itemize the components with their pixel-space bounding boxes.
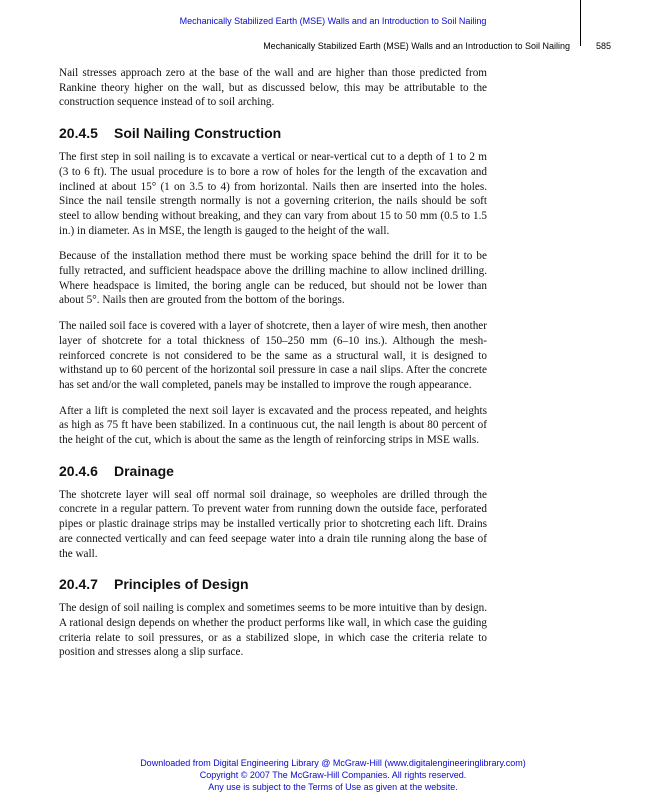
- footer-terms-link[interactable]: Any use is subject to the Terms of Use as given at the website.: [208, 782, 458, 792]
- section-number: 20.4.6: [59, 462, 98, 479]
- section-title: Drainage: [114, 462, 174, 479]
- section-number: 20.4.5: [59, 125, 98, 142]
- section-title: Soil Nailing Construction: [114, 125, 282, 142]
- paragraph: The nailed soil face is covered with a layer of shotcrete, then a layer of wire mesh, then another layer of shotcrete for a total thickness of 150–250 mm (6–10 ins.). Although the mesh-reinforced concrete is not considered to be the same as a structural wall, it is designed to withstand up to 60 percent of the horizontal soil pressure in case a nail slips. After the concrete has set and/or the wall completed, panels may be installed to improve the rough appearance.: [59, 320, 487, 391]
- section-number: 20.4.7: [59, 576, 98, 593]
- top-header-link[interactable]: Mechanically Stabilized Earth (MSE) Walls and an Introduction to Soil Nailing: [179, 16, 487, 26]
- paragraph: The design of soil nailing is complex and sometimes seems to be more intuitive than by design. A rational design depends on whether the product performs like wall, in which case the guiding criteria relate to soil pressures, or as a stabilized slope, in which case the criteria relate to position and stresses along a slip surface.: [59, 602, 487, 659]
- running-head: Mechanically Stabilized Earth (MSE) Walls and an Introduction to Soil Nailing: [263, 41, 570, 51]
- paragraph: After a lift is completed the next soil layer is excavated and the process repeated, and heights as high as 75 ft have been stabilized. In a continuous cut, the nail length is about 80 percent of the height of the cut, which is about the same as the length of reinforcing strips in MSE walls.: [59, 404, 487, 447]
- footer-download-link[interactable]: Downloaded from Digital Engineering Library @ McGraw-Hill (www.digitalengineeringlibrary.com): [140, 758, 526, 768]
- page-content: [59, 66, 487, 660]
- page-number: 585: [596, 41, 612, 51]
- paragraph: The shotcrete layer will seal off normal soil drainage, so weepholes are drilled through the concrete in a regular pattern. To prevent water from running down the outside face, perforated pipes or plastic drainage strips may be installed vertically prior to shotcreting each lift. Drains are connected vertically and can feed seepage water into a drain tile running along the base of the wall.: [59, 488, 487, 560]
- section-heading-drainage: [59, 462, 487, 480]
- section-heading-construction: [59, 124, 487, 142]
- paragraph: The first step in soil nailing is to excavate a vertical or near-vertical cut to a depth of 1 to 2 m (3 to 6 ft). The usual procedure is to bore a row of holes for the length of the excavation and inclined at about 15° (1 on 3.5 to 4) from horizontal. Nails then are inserted into the holes. Since the nail tensile strength normally is not a governing criterion, the nails should be soft steel to allow bending without breaking, and they can vary from about 15 to 50 mm (0.5 to 1.5 in.) in diameter. As in MSE, the length is gauged to the height of the wall.: [59, 151, 487, 237]
- paragraph: Because of the installation method there must be working space behind the drill for it to be fully retracted, and sufficient headspace above the drilling machine to allow inclined drilling. Where headspace is limited, the boring angle can be reduced, but should not be lower than about 5°. Nails then are grouted from the bottom of the borings.: [59, 250, 487, 307]
- footer: [0, 757, 666, 793]
- section-heading-principles: [59, 575, 487, 593]
- footer-copyright-link[interactable]: Copyright © 2007 The McGraw-Hill Companies. All rights reserved.: [199, 770, 467, 780]
- intro-paragraph: Nail stresses approach zero at the base of the wall and are higher than those predicted from Rankine theory higher on the wall, but as discussed below, this may be attributable to the construction sequence instead of to soil arching.: [59, 67, 487, 109]
- section-title: Principles of Design: [114, 576, 249, 593]
- header-divider: [580, 0, 581, 46]
